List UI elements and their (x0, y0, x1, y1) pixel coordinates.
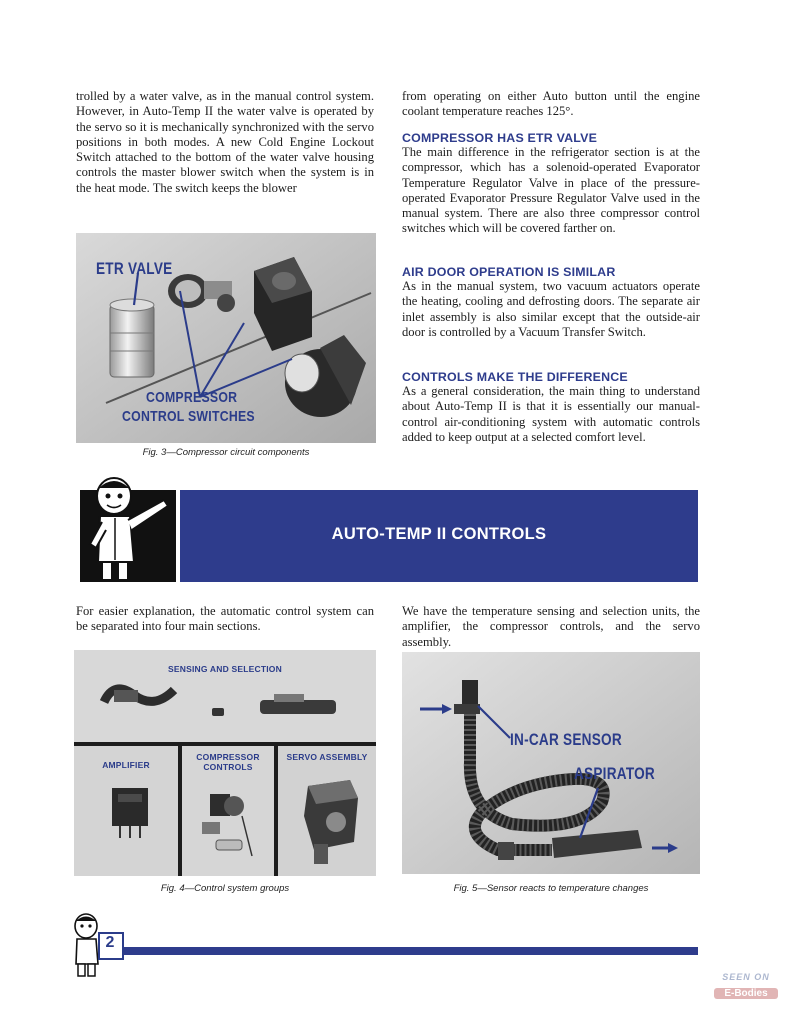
figure-5-caption: Fig. 5—Sensor reacts to temperature changes (453, 883, 649, 894)
section-text: The main difference in the refrigerator section is at the compressor, which has a solenoid-operated Evaporator Temperature Regulator Valve in place of the pressure-operated Evaporator Pressure Regulator Valve used in the manual system. There are also three compressor control switches which will be covered farther on. (402, 145, 700, 236)
amplifier-panel (74, 746, 178, 876)
page-number: 2 (105, 934, 115, 951)
sensing-selection-label: SENSING AND SELECTION (168, 664, 282, 674)
control-switches-label: CONTROL SWITCHES (122, 408, 255, 425)
section-controls (402, 370, 700, 445)
section-heading: AIR DOOR OPERATION IS SIMILAR (402, 265, 616, 279)
servo-illustration (278, 746, 376, 876)
mascot-icon (72, 474, 182, 584)
section-text: As a general consideration, the main thing to understand about Auto-Temp II is that it is essentially our manual-control air-conditioning system with automatic controls added to keep output at a selected comfort level. (402, 384, 700, 444)
compressor-label: COMPRESSOR (146, 389, 238, 406)
figure-4-photo (74, 650, 376, 876)
servo-assembly-label: SERVO ASSEMBLY (286, 752, 368, 762)
figure-3-caption: Fig. 3—Compressor circuit components (142, 447, 310, 458)
section-compressor (402, 131, 700, 237)
column1-intro-paragraph: trolled by a water valve, as in the manual control system. However, in Auto-Temp II the water valve is operated by the servo so it is mechanically synchronized with the servo positions in both modes. A new Cold Engine Lockout Switch attached to the bottom of the water valve housing controls the master blower switch when the system is in the heat mode. The switch keeps the blower (76, 89, 374, 195)
section-banner (180, 490, 698, 582)
amplifier-label: AMPLIFIER (102, 760, 150, 770)
section-text: As in the manual system, two vacuum actuators operate the heating, cooling and defrosting doors. The separate air inlet assembly is also similar except that the outside-air door is controlled by a Vacuum Transfer Switch. (402, 279, 700, 339)
sensor-hose-illustration (402, 652, 700, 874)
column2-intro-paragraph: from operating on either Auto button until the engine coolant temperature reaches 125°. (402, 89, 700, 119)
sensing-panel (74, 650, 376, 742)
etr-valve-label: ETR VALVE (96, 259, 173, 278)
compressor-controls-label-2: CONTROLS (203, 762, 253, 772)
column1-bottom-paragraph: For easier explanation, the automatic control system can be separated into four main sections. (76, 604, 374, 634)
servo-panel (278, 746, 376, 876)
watermark-line-2: E-Bodies (714, 988, 778, 999)
section-heading: CONTROLS MAKE THE DIFFERENCE (402, 370, 628, 384)
figure-4-caption: Fig. 4—Control system groups (160, 883, 290, 894)
compressor-controls-label-1: COMPRESSOR (196, 752, 260, 762)
figure-3-photo (76, 233, 376, 443)
column2-bottom-paragraph: We have the temperature sensing and selection units, the amplifier, the compressor controls, and the servo assembly. (402, 604, 700, 649)
section-air-door (402, 265, 700, 340)
banner-title: AUTO-TEMP II CONTROLS (331, 525, 547, 543)
watermark-line-1: SEEN ON (722, 972, 770, 982)
footer-rule (124, 947, 698, 955)
aspirator-label: ASPIRATOR (574, 764, 655, 783)
in-car-sensor-label: IN-CAR SENSOR (510, 730, 622, 749)
figure-5-photo (402, 652, 700, 874)
compressor-controls-panel (182, 746, 274, 876)
watermark-logo (714, 972, 778, 1012)
section-heading: COMPRESSOR HAS ETR VALVE (402, 131, 598, 145)
